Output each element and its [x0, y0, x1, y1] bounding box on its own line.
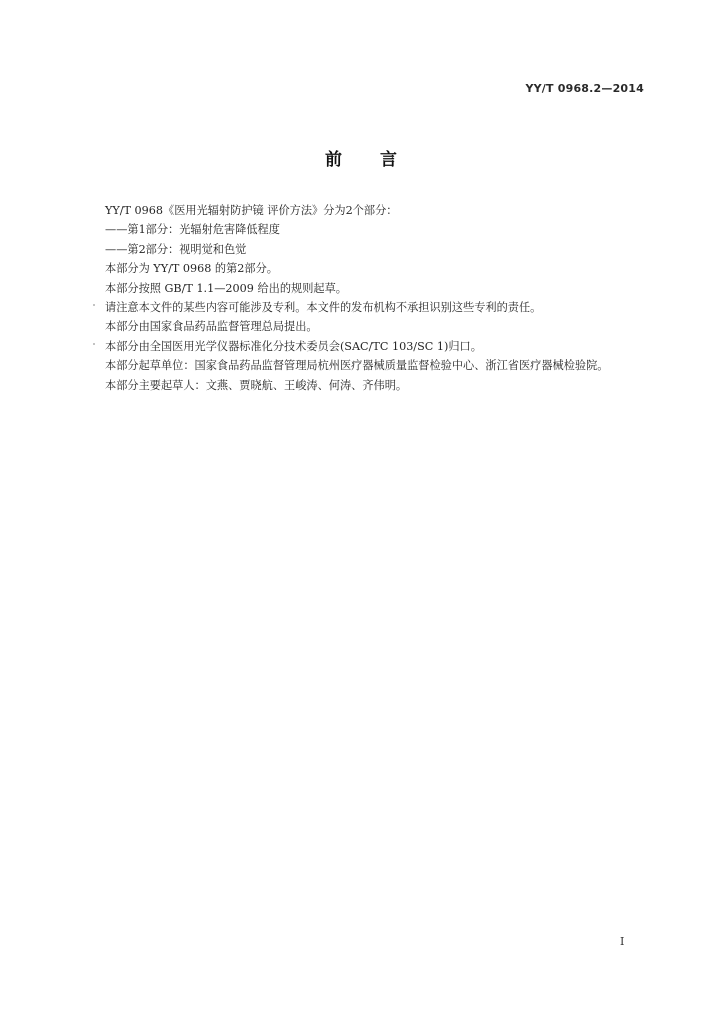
- page-title: [0, 145, 724, 170]
- title-char-1: 前: [325, 150, 344, 170]
- page-number: I: [620, 935, 625, 948]
- para-drafting-rules: 本部分按照 GB/T 1.1—2009 给出的规则起草。: [105, 281, 347, 295]
- para-patent-notice: 请注意本文件的某些内容可能涉及专利。本文件的发布机构不承担识别这些专利的责任。: [105, 301, 542, 315]
- para-part-statement: 本部分为 YY/T 0968 的第2部分。: [105, 262, 278, 276]
- list-item-part1: ——第1部分：光辐射危害降低程度: [105, 223, 280, 237]
- para-proposer: 本部分由国家食品药品监督管理总局提出。: [105, 320, 318, 334]
- foreword-body: [82, 201, 644, 395]
- para-drafting-units: 本部分起草单位：国家食品药品监督管理局杭州医疗器械质量监督检验中心、浙江省医疗器械检验院。: [105, 359, 609, 373]
- scan-speck: [93, 304, 95, 306]
- standard-code-header: YY/T 0968.2—2014: [525, 82, 644, 95]
- para-drafters: 本部分主要起草人：文燕、贾晓航、王峻涛、何涛、齐伟明。: [105, 378, 408, 392]
- para-structure: YY/T 0968《医用光辐射防护镜 评价方法》分为2个部分：: [105, 204, 398, 217]
- para-centralized: 本部分由全国医用光学仪器标准化分技术委员会(SAC/TC 103/SC 1)归口。: [105, 339, 482, 353]
- scan-speck: [93, 343, 95, 345]
- list-item-part2: ——第2部分：视明觉和色觉: [105, 242, 247, 256]
- title-char-2: 言: [380, 150, 399, 170]
